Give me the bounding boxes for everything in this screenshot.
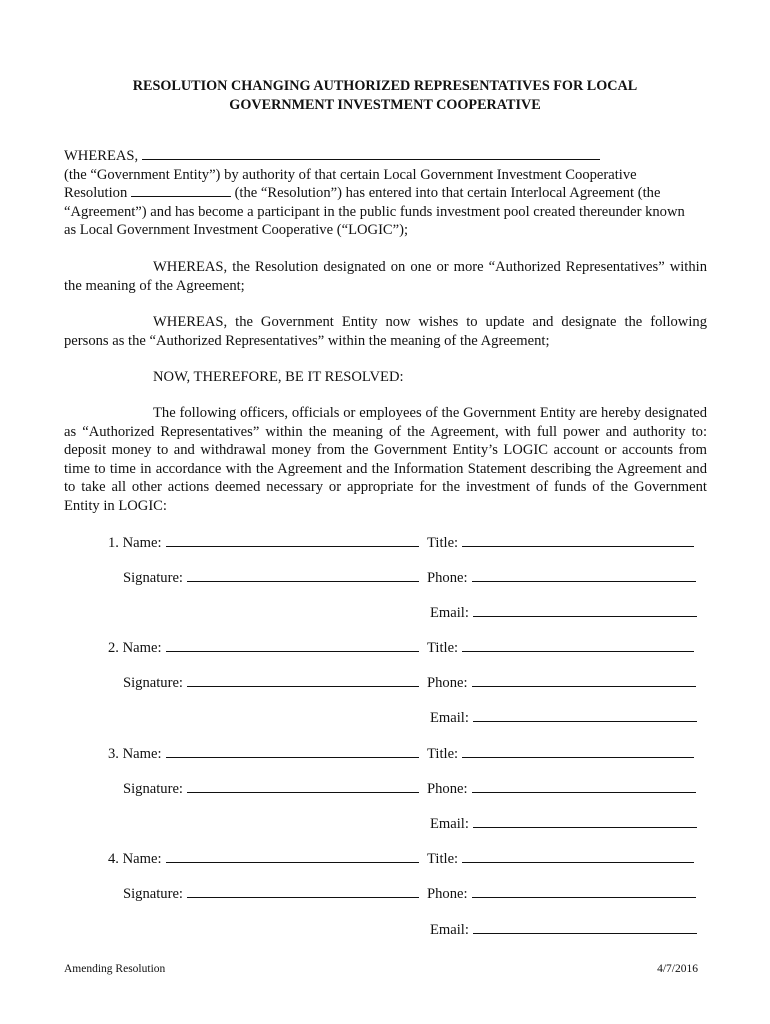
rep-3-signature-blank[interactable]: [187, 780, 419, 793]
rep-2-email-field: [430, 709, 697, 727]
rep-4-signature-label: Signature:: [123, 886, 183, 902]
rep-1-signature-label: Signature:: [123, 570, 183, 586]
rep-2-title-blank[interactable]: [462, 639, 694, 652]
rep-1-email-field: [430, 604, 697, 622]
rep-4-phone-label: Phone:: [427, 886, 468, 902]
rep-4-title-field: [427, 850, 694, 868]
rep-2-email-label: Email:: [430, 710, 469, 726]
whereas-line-5: as Local Government Investment Cooperative (“LOGIC”);: [64, 222, 409, 239]
rep-4-phone-blank[interactable]: [472, 885, 696, 898]
rep-3-phone-label: Phone:: [427, 781, 468, 797]
whereas-line-2: (the “Government Entity”) by authority of that certain Local Government Investment Cooperative: [64, 166, 637, 183]
rep-2-signature-blank[interactable]: [187, 674, 419, 687]
rep-1-phone-field: [427, 569, 696, 587]
rep-3-email-blank[interactable]: [473, 815, 697, 828]
rep-3-title-field: [427, 745, 694, 763]
footer-document-name: Amending Resolution: [64, 963, 166, 975]
rep-4-signature-field: [123, 885, 419, 903]
rep-2-signature-field: [123, 674, 419, 692]
rep-4-name-blank[interactable]: [166, 850, 419, 863]
rep-3-name-label: 3. Name:: [108, 746, 162, 762]
operative-paragraph: The following officers, officials or employees of the Government Entity are hereby designated as “Authorized Representatives” within the meaning of the Agreement, with full power and authority to: deposit money to and withdrawal money from the Government Entity’s LOGIC account or accounts from time to time in accordance with the Agreement and the Information Statement describing the Agreement and to take all other actions deemed necessary or appropriate for the investment of funds of the Government Entity in LOGIC:: [64, 405, 707, 514]
rep-3-signature-field: [123, 780, 419, 798]
whereas-update-paragraph: WHEREAS, the Government Entity now wishes to update and designate the following persons as the “Authorized Representatives” within the meaning of the Agreement;: [64, 314, 707, 349]
rep-3-name-blank[interactable]: [166, 745, 419, 758]
resolution-word: Resolution: [64, 185, 128, 202]
resolved-heading: NOW, THEREFORE, BE IT RESOLVED:: [153, 369, 404, 385]
rep-3-title-label: Title:: [427, 746, 459, 762]
rep-1-signature-blank[interactable]: [187, 569, 419, 582]
government-entity-blank[interactable]: [142, 147, 600, 160]
whereas-label: WHEREAS,: [64, 148, 139, 164]
rep-2-signature-label: Signature:: [123, 675, 183, 691]
rep-4-email-label: Email:: [430, 922, 469, 938]
rep-2-name-field: [108, 639, 419, 657]
rep-3-signature-label: Signature:: [123, 781, 183, 797]
resolution-number-blank[interactable]: [131, 184, 231, 197]
rep-1-email-blank[interactable]: [473, 604, 697, 617]
rep-2-phone-blank[interactable]: [472, 674, 696, 687]
whereas-entity-paragraph: [64, 147, 707, 240]
rep-3-email-label: Email:: [430, 816, 469, 832]
rep-2-name-label: 2. Name:: [108, 640, 162, 656]
rep-1-name-label: 1. Name:: [108, 535, 162, 551]
rep-1-title-field: [427, 534, 694, 552]
title-line-1: RESOLUTION CHANGING AUTHORIZED REPRESENTATIVES FOR LOCAL: [132, 78, 638, 94]
title-line-2: GOVERNMENT INVESTMENT COOPERATIVE: [229, 97, 541, 113]
rep-4-phone-field: [427, 885, 696, 903]
rep-4-signature-blank[interactable]: [187, 885, 419, 898]
rep-2-phone-label: Phone:: [427, 675, 468, 691]
rep-3-phone-blank[interactable]: [472, 780, 696, 793]
footer-date: 4/7/2016: [657, 963, 698, 975]
rep-1-signature-field: [123, 569, 419, 587]
rep-1-title-blank[interactable]: [462, 534, 694, 547]
rep-1-phone-blank[interactable]: [472, 569, 696, 582]
rep-2-phone-field: [427, 674, 696, 692]
rep-3-email-field: [430, 815, 697, 833]
rep-1-title-label: Title:: [427, 535, 459, 551]
rep-1-name-blank[interactable]: [166, 534, 419, 547]
rep-1-name-field: [108, 534, 419, 552]
rep-2-title-field: [427, 639, 694, 657]
whereas-line-3-rest: (the “Resolution”) has entered into that certain Interlocal Agreement (the: [234, 185, 661, 202]
rep-4-email-field: [430, 921, 697, 939]
rep-2-email-blank[interactable]: [473, 709, 697, 722]
rep-4-title-label: Title:: [427, 851, 459, 867]
whereas-line-4: “Agreement”) and has become a participant in the public funds investment pool created thereunder known: [64, 203, 685, 220]
rep-4-email-blank[interactable]: [473, 921, 697, 934]
rep-2-name-blank[interactable]: [166, 639, 419, 652]
rep-3-title-blank[interactable]: [462, 745, 694, 758]
rep-1-phone-label: Phone:: [427, 570, 468, 586]
document-title: [0, 77, 770, 115]
rep-4-name-label: 4. Name:: [108, 851, 162, 867]
rep-1-email-label: Email:: [430, 605, 469, 621]
rep-2-title-label: Title:: [427, 640, 459, 656]
rep-4-name-field: [108, 850, 419, 868]
whereas-resolution-paragraph: WHEREAS, the Resolution designated on one or more “Authorized Representatives” within the meaning of the Agreement;: [64, 259, 707, 294]
rep-3-phone-field: [427, 780, 696, 798]
rep-4-title-blank[interactable]: [462, 850, 694, 863]
rep-3-name-field: [108, 745, 419, 763]
